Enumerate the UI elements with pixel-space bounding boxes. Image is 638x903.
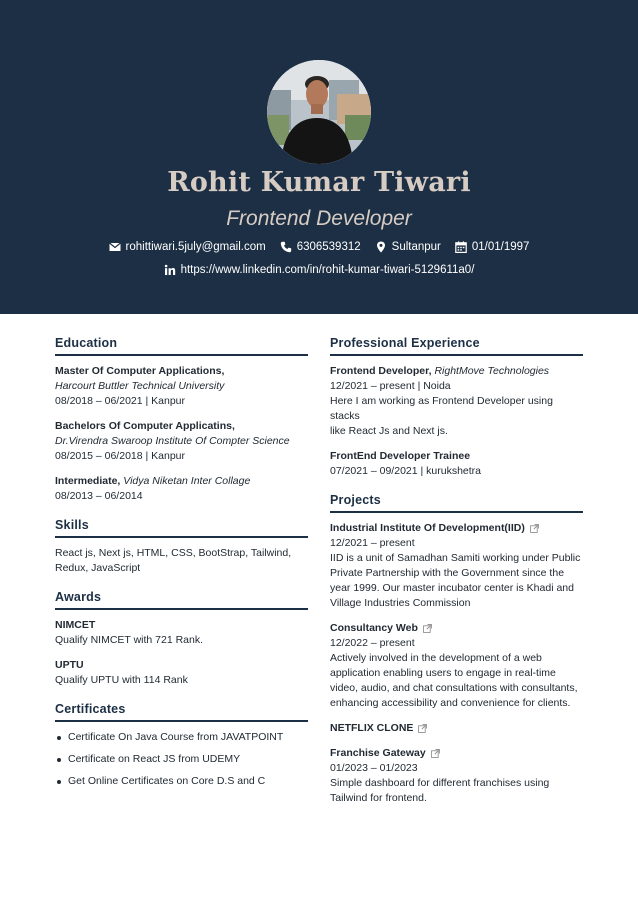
candidate-role: Frontend Developer <box>226 207 412 230</box>
birthdate-text: 01/01/1997 <box>471 241 530 253</box>
skills-section <box>55 518 308 576</box>
project-title[interactable]: NETFLIX CLONE <box>330 721 583 736</box>
contact-location <box>375 241 441 253</box>
award-name: UPTU <box>55 659 84 671</box>
description-line: application enabling users to engage in real-time <box>330 667 556 679</box>
linkedin-url: https://www.linkedin.com/in/rohit-kumar-tiwari-5129611a0/ <box>180 264 475 276</box>
project-entry <box>330 621 583 711</box>
award-desc: Qualify UPTU with 114 Rank <box>55 674 188 686</box>
dates: 07/2021 – 09/2021 | kurukshetra <box>330 465 482 477</box>
award-entry <box>55 658 308 688</box>
project-entry <box>330 721 583 736</box>
envelope-icon <box>109 241 121 253</box>
description-line: like React Js and Next js. <box>330 425 448 437</box>
section-title-awards: Awards <box>55 590 308 610</box>
education-entry <box>55 419 308 464</box>
description-line: Village Industries Commission <box>330 597 471 609</box>
job-role: Frontend Developer, <box>330 365 432 377</box>
location-pin-icon <box>375 241 387 253</box>
bullet-icon <box>57 758 61 762</box>
education-entry <box>55 364 308 409</box>
school: Vidya Niketan Inter Collage <box>123 475 251 487</box>
education-section <box>55 336 308 504</box>
award-desc: Qualify NIMCET with 721 Rank. <box>55 634 204 646</box>
certificates-section <box>55 702 308 789</box>
external-link-icon[interactable] <box>418 724 427 733</box>
description-line: Private Partnership with the Government since the <box>330 567 565 579</box>
job-role: FrontEnd Developer Trainee <box>330 450 471 462</box>
degree: Master Of Computer Applications, <box>55 365 225 377</box>
bullet-icon <box>57 780 61 784</box>
certificates-list <box>55 730 308 789</box>
school: Harcourt Buttler Technical University <box>55 380 225 392</box>
dates: 01/2023 – 01/2023 <box>330 762 418 774</box>
description-line: enhancing accessibility and convenience for clients. <box>330 697 571 709</box>
contact-linkedin[interactable] <box>164 264 475 276</box>
candidate-name: Rohit Kumar Tiwari <box>167 167 471 198</box>
dates: 12/2021 – present <box>330 537 415 549</box>
dates: 12/2022 – present <box>330 637 415 649</box>
education-entry <box>55 474 308 504</box>
right-column <box>330 336 583 820</box>
linkedin-icon <box>164 264 176 276</box>
dates: 12/2021 – present | Noida <box>330 380 451 392</box>
contact-row <box>0 241 638 253</box>
project-entry <box>330 746 583 806</box>
section-title-skills: Skills <box>55 518 308 538</box>
degree: Bachelors Of Computer Applicatins, <box>55 420 235 432</box>
phone-icon <box>280 241 292 253</box>
section-title-certificates: Certificates <box>55 702 308 722</box>
list-item: Certificate on React JS from UDEMY <box>55 752 308 767</box>
external-link-icon[interactable] <box>530 524 539 533</box>
award-entry <box>55 618 308 648</box>
description-line: video, audio, and chat consultations with consultants, <box>330 682 578 694</box>
email-text: rohittiwari.5july@gmail.com <box>125 241 266 253</box>
resume-header <box>0 0 638 314</box>
skills-text-line: React js, Next js, HTML, CSS, BootStrap, Tailwind, <box>55 547 292 559</box>
description-line: Here I am working as Frontend Developer using stacks <box>330 395 553 422</box>
dates: 08/2015 – 06/2018 | Kanpur <box>55 450 186 462</box>
skills-text-line: Redux, JavaScript <box>55 562 141 574</box>
description-line: Simple dashboard for different franchises using <box>330 777 550 789</box>
phone-text: 6306539312 <box>296 241 361 253</box>
list-item: Get Online Certificates on Core D.S and C <box>55 774 308 789</box>
award-name: NIMCET <box>55 619 96 631</box>
company: RightMove Technologies <box>434 365 550 377</box>
degree: Intermediate, <box>55 475 121 487</box>
external-link-icon[interactable] <box>423 624 432 633</box>
left-column <box>55 336 308 803</box>
description-line: IID is a unit of Samadhan Samiti working under Public <box>330 552 581 564</box>
contact-email[interactable] <box>109 241 266 253</box>
dates: 08/2013 – 06/2014 <box>55 490 143 502</box>
section-title-projects: Projects <box>330 493 583 513</box>
experience-entry <box>330 364 583 439</box>
contact-phone[interactable] <box>280 241 361 253</box>
section-title-experience: Professional Experience <box>330 336 583 356</box>
profile-photo <box>267 60 371 164</box>
external-link-icon[interactable] <box>431 749 440 758</box>
experience-entry <box>330 449 583 479</box>
experience-section <box>330 336 583 479</box>
location-text: Sultanpur <box>391 241 441 253</box>
list-item: Certificate On Java Course from JAVATPOINT <box>55 730 308 745</box>
dates: 08/2018 – 06/2021 | Kanpur <box>55 395 186 407</box>
bullet-icon <box>57 736 61 740</box>
school: Dr.Virendra Swaroop Institute Of Compter Science <box>55 435 290 447</box>
description-line: Tailwind for frontend. <box>330 792 427 804</box>
projects-section <box>330 493 583 806</box>
description-line: Actively involved in the development of a web <box>330 652 542 664</box>
project-title[interactable]: Consultancy Web <box>330 621 583 636</box>
linkedin-row <box>0 264 638 276</box>
contact-birthdate <box>455 241 530 253</box>
project-title[interactable]: Industrial Institute Of Development(IID) <box>330 521 583 536</box>
description-line: year 1999. Our master incubator center is Khadi and <box>330 582 574 594</box>
awards-section <box>55 590 308 688</box>
project-title[interactable]: Franchise Gateway <box>330 746 583 761</box>
section-title-education: Education <box>55 336 308 356</box>
project-entry <box>330 521 583 611</box>
calendar-icon <box>455 241 467 253</box>
